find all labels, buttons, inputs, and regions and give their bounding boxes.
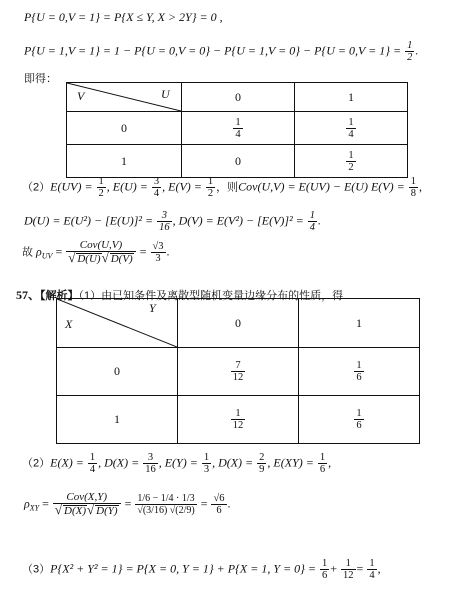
column-header: 1 [295, 83, 408, 112]
table-cell: $\frac{1}{2}$ [295, 145, 408, 178]
column-variable-label: Y [149, 301, 156, 315]
part-2-xy-moments: （2）E(X) = $\frac{1}{4}$ , D(X) = $\frac{3}{16}$ , E(Y) = $\frac{1}{3}$ , D(X) = $\frac{2}{9}$ , E(XY) = $\frac{1}{6}$ , [22, 452, 332, 475]
table-row [67, 112, 408, 145]
correlation-xy: $\rho_{XY}$ = $\frac{\text{Cov(X,Y)}}{√ D(X)√ D(Y)}$ = $\frac{1/6 - 1/4 \cdot 1/3}{√(3/16) √(2/9)}$ = $\frac{√6}{6}$ . [24, 491, 231, 517]
column-header: 0 [178, 299, 299, 348]
row-variable-label: X [65, 317, 73, 331]
label-jide: 即得： [24, 73, 57, 85]
correlation-uv: 故 $\rho_{UV}$ = $\frac{\text{Cov(U,V)}}{√ D(U)√ D(V)}$ = $\frac{√3}{3}$ . [22, 239, 170, 265]
question-number: 57、 [16, 288, 41, 302]
table-cell: $\frac{1}{6}$ [299, 348, 420, 396]
table-cell: $\frac{7}{12}$ [178, 348, 299, 396]
analysis-text: （1）由已知条件及离散型随机变量边缘分布的性质，得 [78, 290, 344, 302]
analysis-tag: 【解析】 [40, 290, 79, 302]
table-row [67, 145, 408, 178]
fraction: $\frac{1}{2}$ [407, 40, 413, 63]
column-header: 0 [182, 83, 295, 112]
part-2-expectations: （2）E(UV) = $\frac{1}{2}$ , E(U) = $\frac{3}{4}$ , E(V) = $\frac{1}{2}$ ，则Cov(U,V) = E(UV) − E(U) E(V) = $\frac{1}{8}$ , [22, 176, 422, 199]
joint-distribution-table-uv [66, 82, 408, 178]
table-cell: $\frac{1}{6}$ [299, 396, 420, 444]
column-variable-label: U [161, 87, 170, 101]
part-2-variances: D(U) = E(U²) − [E(U)]² = $\frac{3}{16}$ , D(V) = E(V²) − [E(V)]² = $\frac{1}{4}$ . [24, 210, 322, 233]
joint-distribution-table-xy [56, 298, 420, 444]
equation-line-1: P{U = 0,V = 1} = P{X ≤ Y, X > 2Y} = 0 , [24, 10, 223, 24]
row-header: 0 [67, 112, 182, 145]
equation-line-2: P{U = 1,V = 1} = 1 − P{U = 0,V = 0} − P{U = 1,V = 0} − P{U = 0,V = 1} = $\frac{1}{2}$ . [24, 40, 419, 63]
row-header: 1 [57, 396, 178, 444]
row-variable-label: V [77, 89, 85, 103]
part-3-probability: （3）P{X² + Y² = 1} = P{X = 0, Y = 1} + P{X = 1, Y = 0} = $\frac{1}{6}$ + $\frac{1}{12}$ = $\frac{1}{4}$ , [22, 558, 381, 581]
table-cell: $\frac{1}{4}$ [295, 112, 408, 145]
table-row [57, 396, 420, 444]
table-cell: 0 [182, 145, 295, 178]
diagonal-divider [57, 299, 177, 347]
table-corner-cell [57, 299, 178, 348]
table-cell: $\frac{1}{12}$ [178, 396, 299, 444]
table-cell: $\frac{1}{4}$ [182, 112, 295, 145]
table-corner-cell [67, 83, 182, 112]
column-header: 1 [299, 299, 420, 348]
table-row [57, 348, 420, 396]
row-header: 0 [57, 348, 178, 396]
row-header: 1 [67, 145, 182, 178]
equation-line-2-lhs: P{U = 1,V = 1} = 1 − P{U = 0,V = 0} − P{U = 1,V = 0} − P{U = 0,V = 1} = [24, 43, 402, 58]
